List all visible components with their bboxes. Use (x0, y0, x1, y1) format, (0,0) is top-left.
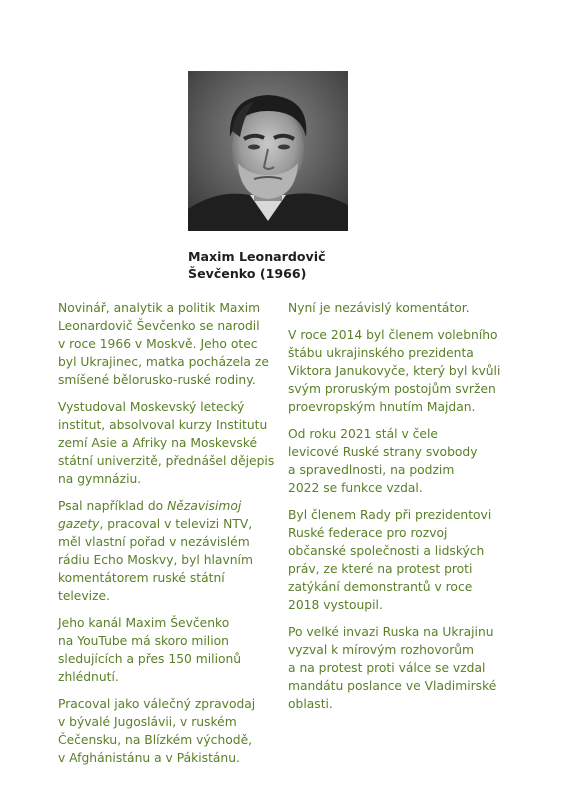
text-fragment: , pracoval v televizi NTV, (99, 517, 253, 531)
text-line: Jeho kanál Maxim Ševčenko (58, 616, 230, 630)
text-line: oblasti. (288, 697, 333, 711)
newspaper-title-cont: gazety (58, 517, 100, 531)
text-line: a na protest proti válce se vzdal (288, 661, 486, 675)
paragraph-birth (58, 299, 276, 389)
text-line: občanské společnosti a lidských (288, 544, 485, 558)
text-line (58, 515, 276, 533)
text-line: mandátu poslance ve Vladimirské (288, 679, 497, 693)
text-line: zhlédnutí. (58, 670, 119, 684)
text-line: na gymnáziu. (58, 472, 142, 486)
text-line: Od roku 2021 stál v čele (288, 427, 438, 441)
paragraph-2014 (288, 326, 526, 416)
text-line: Nyní je nezávislý komentátor. (288, 301, 470, 315)
paragraph-war-correspondent (58, 695, 276, 767)
text-line: Vystudoval Moskevský letecký (58, 400, 245, 414)
text-line: Novinář, analytik a politik Maxim (58, 301, 261, 315)
paragraph-youtube (58, 614, 276, 686)
caption-name-line2: Ševčenko (1966) (188, 266, 307, 281)
text-line: institut, absolvoval kurzy Institutu (58, 418, 268, 432)
text-line: v Afghánistánu a v Pákistánu. (58, 751, 240, 765)
paragraph-media-career (58, 497, 276, 605)
text-line: rádiu Echo Moskvy, byl hlavním (58, 553, 253, 567)
text-line: v roce 1966 v Moskvě. Jeho otec (58, 337, 258, 351)
text-line: smíšené bělorusko-ruské rodiny. (58, 373, 256, 387)
text-line: byl Ukrajinec, matka pocházela ze (58, 355, 269, 369)
portrait-photo (188, 71, 348, 231)
text-line: měl vlastní pořad v nezávislém (58, 535, 250, 549)
photo-caption (188, 248, 408, 282)
paragraph-current (288, 299, 526, 317)
text-line: Leonardovič Ševčenko se narodil (58, 319, 260, 333)
text-fragment: Psal například do (58, 499, 168, 513)
text-line: Byl členem Rady při prezidentovi (288, 508, 492, 522)
text-line (58, 497, 276, 515)
text-line: 2022 se funkce vzdal. (288, 481, 423, 495)
caption-name-line1: Maxim Leonardovič (188, 249, 326, 264)
text-line: a spravedlnosti, na podzim (288, 463, 455, 477)
text-line: Viktora Janukovyče, který byl kvůli (288, 364, 501, 378)
text-line: proevropským hnutím Majdan. (288, 400, 476, 414)
paragraph-education (58, 398, 276, 488)
text-line: na YouTube má skoro milion (58, 634, 229, 648)
paragraph-invasion (288, 623, 526, 713)
newspaper-title: Nězavisimoj (167, 499, 242, 513)
text-line: sledujících a přes 150 milionů (58, 652, 242, 666)
left-text-column (58, 299, 276, 776)
text-line: zatýkání demonstrantů v roce (288, 580, 473, 594)
text-line: televize. (58, 589, 110, 603)
text-line: Ruské federace pro rozvoj (288, 526, 448, 540)
text-line: vyzval k mírovým rozhovorům (288, 643, 475, 657)
text-line: levicové Ruské strany svobody (288, 445, 478, 459)
text-line: 2018 vystoupil. (288, 598, 383, 612)
text-line: v bývalé Jugoslávii, v ruském (58, 715, 237, 729)
paragraph-council (288, 506, 526, 614)
right-text-column (288, 299, 526, 722)
text-line: komentátorem ruské státní (58, 571, 225, 585)
text-line: svým proruským postojům svržen (288, 382, 496, 396)
text-line: Čečensku, na Blízkém východě, (58, 733, 253, 747)
portrait-illustration (188, 71, 348, 231)
paragraph-party (288, 425, 526, 497)
text-line: Po velké invazi Ruska na Ukrajinu (288, 625, 494, 639)
text-line: státní univerzitě, přednášel dějepis (58, 454, 275, 468)
text-line: zemí Asie a Afriky na Moskevské (58, 436, 258, 450)
text-line: štábu ukrajinského prezidenta (288, 346, 474, 360)
text-line: Pracoval jako válečný zpravodaj (58, 697, 256, 711)
text-line: práv, ze které na protest proti (288, 562, 473, 576)
text-line: V roce 2014 byl členem volebního (288, 328, 498, 342)
